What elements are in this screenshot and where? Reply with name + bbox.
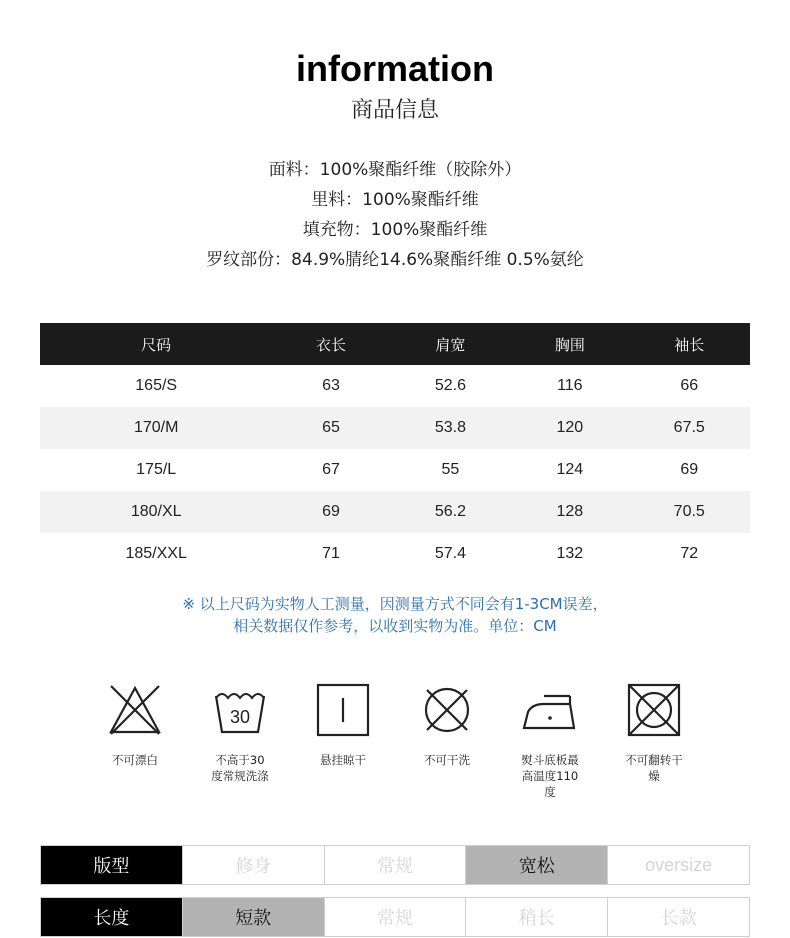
- note-line-2: 相关数据仅作参考，以收到实物为准。单位：CM: [233, 617, 557, 635]
- cell: 69: [680, 461, 699, 478]
- no-dry-clean-icon: [419, 682, 475, 738]
- note-line-1: ※ 以上尺码为实物人工测量，因测量方式不同会有1-3CM误差，: [182, 595, 608, 613]
- size-table-header: [40, 323, 750, 365]
- cell: 180/XL: [40, 491, 272, 533]
- material-rib: 罗纹部份：84.9%腈纶14.6%聚酯纤维 0.5%氨纶: [206, 250, 584, 270]
- materials-list: [0, 155, 790, 275]
- fit-option-slim: 修身: [182, 846, 324, 884]
- fit-option-regular: 常规: [324, 846, 466, 884]
- care-label: 不可干洗: [424, 753, 470, 767]
- material-lining: 里料：100%聚酯纤维: [311, 190, 479, 210]
- cell: 57.4: [434, 545, 466, 562]
- cell: 128: [511, 491, 628, 533]
- cell: 65: [272, 407, 389, 449]
- care-item-no-bleach: [85, 682, 185, 768]
- care-item-hang-dry: [293, 682, 393, 768]
- svg-text:30: 30: [229, 707, 251, 727]
- fit-scale: [40, 845, 750, 885]
- cell: 69: [272, 491, 389, 533]
- care-item-no-tumble-dry: [604, 682, 704, 784]
- length-option-long: 长款: [607, 898, 749, 936]
- fit-option-loose: 宽松: [465, 846, 607, 884]
- col-length: 衣长: [272, 323, 389, 365]
- fit-option-oversize: oversize: [607, 846, 749, 884]
- cell: 66: [680, 377, 699, 394]
- length-scale-label: 长度: [41, 898, 182, 936]
- cell: 170/M: [40, 407, 272, 449]
- table-row: [40, 533, 750, 575]
- material-filling: 填充物：100%聚酯纤维: [302, 220, 488, 240]
- col-size: 尺码: [40, 323, 272, 365]
- cell: 70.5: [629, 491, 751, 533]
- length-option-short: 短款: [182, 898, 324, 936]
- care-label: 不可翻转干 燥: [625, 753, 683, 783]
- cell: 116: [557, 377, 583, 394]
- hang-dry-icon: [315, 682, 371, 738]
- wash-30-icon: [212, 682, 268, 738]
- iron-110-icon: [520, 682, 580, 738]
- care-item-no-dry-clean: [397, 682, 497, 768]
- cell: 120: [511, 407, 628, 449]
- cell: 71: [322, 545, 340, 562]
- fit-scale-label: 版型: [41, 846, 182, 884]
- length-option-regular: 常规: [324, 898, 466, 936]
- table-row: [40, 449, 750, 491]
- cell: 53.8: [390, 407, 511, 449]
- cell: 67.5: [629, 407, 751, 449]
- measurement-note: [0, 593, 790, 637]
- col-shoulder: 肩宽: [390, 323, 511, 365]
- material-fabric: 面料：100%聚酯纤维（胶除外）: [268, 160, 522, 180]
- care-label: 悬挂晾干: [320, 753, 366, 767]
- cell: 56.2: [390, 491, 511, 533]
- cell: 165/S: [135, 377, 178, 394]
- table-row: [40, 365, 750, 407]
- cell: 63: [322, 377, 340, 394]
- cell: 55: [441, 461, 460, 478]
- care-label: 不可漂白: [112, 753, 158, 767]
- cell: 52.6: [434, 377, 466, 394]
- cell: 72: [680, 545, 699, 562]
- length-scale: [40, 897, 750, 937]
- cell: 175/L: [136, 461, 177, 478]
- col-chest: 胸围: [511, 323, 628, 365]
- care-item-iron-110: [500, 682, 600, 800]
- no-tumble-dry-icon: [626, 682, 682, 738]
- care-label: 熨斗底板最 高温度110 度: [521, 753, 579, 799]
- no-bleach-icon: [107, 682, 163, 738]
- col-sleeve: 袖长: [629, 323, 751, 365]
- care-item-wash-30: [190, 682, 290, 784]
- table-row: [40, 491, 750, 533]
- length-option-longish: 稍长: [465, 898, 607, 936]
- table-row: [40, 407, 750, 449]
- cell: 185/XXL: [125, 545, 187, 562]
- cell: 132: [556, 545, 584, 562]
- care-label: 不高于30 度常规洗涤: [211, 753, 269, 783]
- page-subtitle: 商品信息: [350, 98, 439, 123]
- cell: 67: [322, 461, 340, 478]
- size-table: [40, 323, 750, 575]
- page-title: information: [296, 48, 494, 89]
- cell: 124: [556, 461, 584, 478]
